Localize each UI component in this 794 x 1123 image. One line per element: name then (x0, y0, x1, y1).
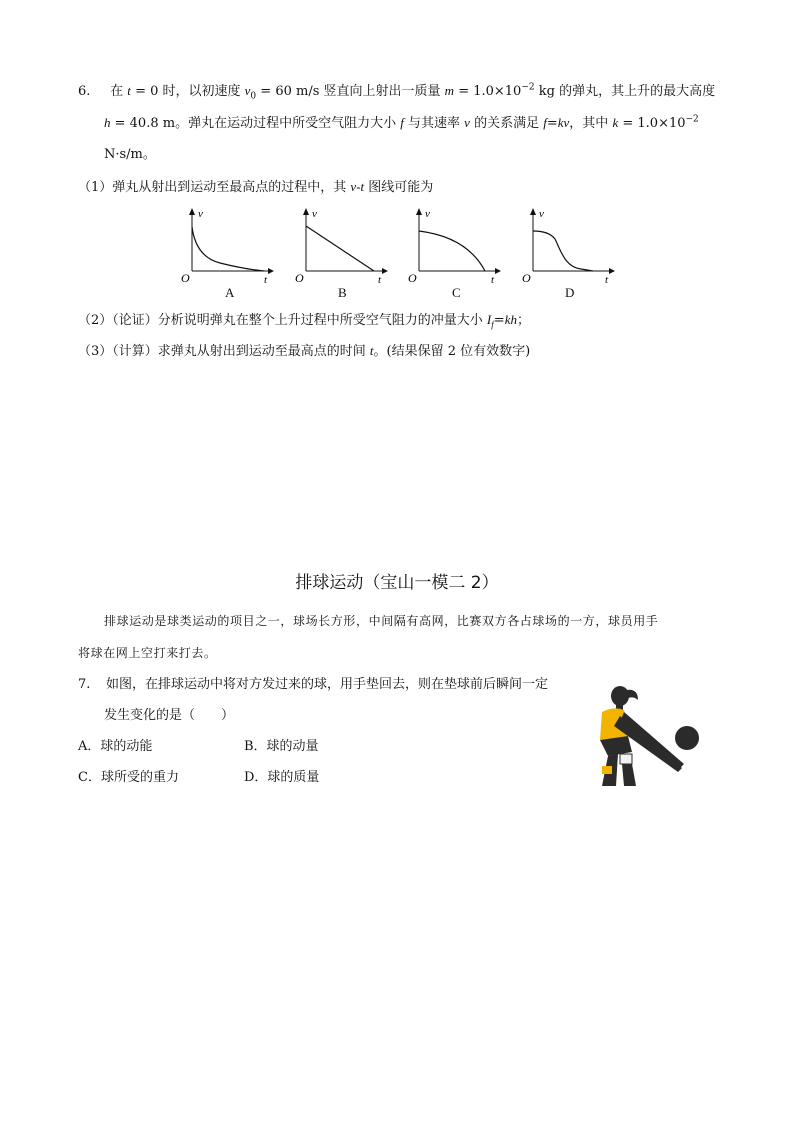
graph-label-d: D (565, 285, 575, 300)
t-axis-arrow-icon (268, 268, 274, 274)
t-label: t (378, 274, 382, 286)
section-intro-line1: 排球运动是球类运动的项目之一，球场长方形，中间隔有高网，比赛双方各占球场的一方，球员用手 (104, 614, 659, 628)
v-axis-arrow-icon (416, 208, 422, 215)
curve-a (192, 227, 264, 271)
t-axis-arrow-icon (382, 268, 388, 274)
q6-sub1: （1）弹丸从射出到运动至最高点的过程中，其 v-t 图线可能为 (78, 179, 434, 195)
v-label: v (539, 208, 544, 220)
option-d[interactable]: D．球的质量 (244, 770, 320, 785)
q6-number: 6. (78, 84, 91, 99)
q7-line2: 发生变化的是（ ） (104, 708, 235, 723)
v-axis-arrow-icon (189, 208, 195, 215)
graph-c (407, 207, 502, 287)
section-intro-line2: 将球在网上空打来打去。 (78, 646, 217, 660)
v-axis-arrow-icon (303, 208, 309, 215)
t-axis-arrow-icon (495, 268, 501, 274)
q6-line3: N·s/m。 (104, 147, 156, 162)
origin-label: O (522, 271, 531, 285)
t-label: t (605, 274, 609, 286)
q7-line1: 7. 如图，在排球运动中将对方发过来的球，用手垫回去，则在垫球前后瞬间一定 (78, 675, 548, 695)
v-label: v (198, 208, 203, 220)
v-label: v (425, 208, 430, 220)
graph-label-c: C (452, 285, 461, 300)
graph-d (521, 207, 616, 287)
volleyball-player-illustration (598, 682, 702, 786)
curve-d (533, 231, 593, 271)
knee-pad (620, 754, 632, 764)
q6-sub2: （2）（论证）分析说明弹丸在整个上升过程中所受空气阻力的冲量大小 $I_f=kh$； (78, 312, 530, 330)
player-head (611, 686, 629, 706)
t-axis-arrow-icon (609, 268, 615, 274)
origin-label: O (295, 271, 304, 285)
q6-sub3: （3）（计算）求弹丸从射出到运动至最高点的时间 t。(结果保留 2 位有效数字) (78, 343, 531, 359)
graph-label-a: A (225, 285, 235, 300)
volleyball-icon (675, 726, 699, 750)
q6-line2: h = 40.8 m。弹丸在运动过程中所受空气阻力大小 f 与其速率 v 的关系满足 f=kv，其中 $k = 1.0\times 10^{-2}$ (104, 114, 699, 131)
v-axis-arrow-icon (530, 208, 536, 215)
graph-a (180, 207, 275, 287)
curve-b (306, 226, 374, 271)
section-title: 排球运动（宝山一模二 2） (295, 573, 499, 593)
option-a[interactable]: A．球的动能 (78, 739, 153, 754)
option-c[interactable]: C．球所受的重力 (78, 770, 179, 785)
curve-c (419, 231, 485, 271)
origin-label: O (408, 271, 417, 285)
q6-line1: 6. 在 t = 0 时，以初速度 $v_0 = 60$ m/s 竖直向上射出一质量 $m = 1.0\times 10^{-2}$ kg 的弹丸，其上升的最大高度 (78, 82, 716, 102)
option-b[interactable]: B．球的动量 (244, 739, 319, 754)
graph-b (294, 207, 389, 287)
t-label: t (491, 274, 495, 286)
t-label: t (264, 274, 268, 286)
graph-label-b: B (338, 285, 347, 300)
origin-label: O (181, 271, 190, 285)
q7-number: 7. (78, 677, 91, 692)
v-label: v (312, 208, 317, 220)
